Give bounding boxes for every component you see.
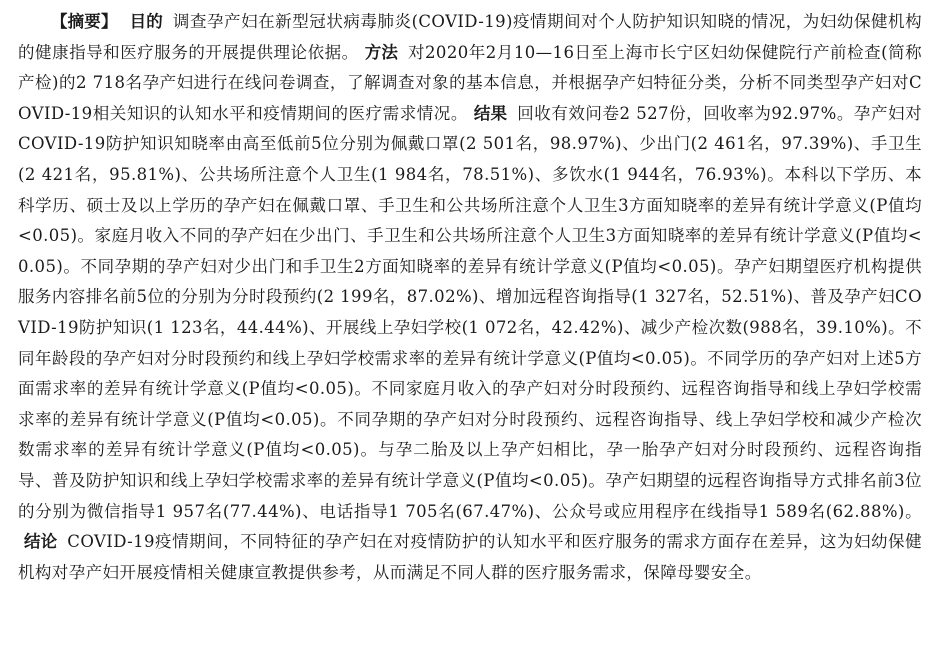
conclusion-heading: 结论: [24, 532, 58, 552]
abstract-label: 【摘要】: [51, 12, 118, 31]
objective-text: 调查孕产妇在新型冠状病毒肺炎(COVID-19)疫情期间对个人防护知识知晓的情况，为妇幼保健机构的健康指导和医疗服务的开展提供理论依据。: [18, 12, 922, 62]
results-heading: 结果: [473, 103, 508, 123]
abstract-paragraph: [18, 7, 922, 588]
objective-heading: 目的: [129, 12, 163, 31]
methods-heading: 方法: [364, 42, 398, 62]
conclusion-text: COVID-19疫情期间，不同特征的孕产妇在对疫情防护的认知水平和医疗服务的需求方面存在差异，这为妇幼保健机构对孕产妇开展疫情相关健康宣教提供参考，从而满足不同人群的医疗服务需求，保障母婴安全。: [18, 532, 922, 582]
methods-text: 对2020年2月10—16日至上海市长宁区妇幼保健院行产前检查(简称产检)的2 718名孕产妇进行在线问卷调查，了解调查对象的基本信息，并根据孕产妇特征分类，分析不同类型孕产妇对COVID-19相关知识的认知水平和疫情期间的医疗需求情况。: [18, 42, 923, 123]
results-text: 回收有效问卷2 527份，回收率为92.97%。孕产妇对COVID-19防护知识知晓率由高至低前5位分别为佩戴口罩(2 501名，98.97%)、少出门(2 461名，97.39%)、手卫生(2 421名，95.81%)、公共场所注意个人卫生(1 984名，78.51%)、多饮水(1 944名，76.93%)。本科以下学历、本科学历、硕士及以上学历的孕产妇在佩戴口罩、手卫生和公共场所注意个人卫生3方面知晓率的差异有统计学意义(P值均<0.05)。家庭月收入不同的孕产妇在少出门、手卫生和公共场所注意个人卫生3方面知晓率的差异有统计学意义(P值均<0.05)。不同孕期的孕产妇对少出门和手卫生2方面知晓率的差异有统计学意义(P值均<0.05)。孕产妇期望医疗机构提供服务内容排名前5位的分别为分时段预约(2 199名，87.02%)、增加远程咨询指导(1 327名，52.51%)、普及孕产妇COVID-19防护知识(1 123名，44.44%)、开展线上孕妇学校(1 072名，42.42%)、减少产检次数(988名，39.10%)。不同年龄段的孕产妇对分时段预约和线上孕妇学校需求率的差异有统计学意义(P值均<0.05)。不同学历的孕产妇对上述5方面需求率的差异有统计学意义(P值均<0.05)。不同家庭月收入的孕产妇对分时段预约、远程咨询指导和线上孕妇学校需求率的差异有统计学意义(P值均<0.05)。不同孕期的孕产妇对分时段预约、远程咨询指导、线上孕妇学校和减少产检次数需求率的差异有统计学意义(P值均<0.05)。与孕二胎及以上孕产妇相比，孕一胎孕产妇对分时段预约、远程咨询指导、普及防护知识和线上孕妇学校需求率的差异有统计学意义(P值均<0.05)。孕产妇期望的远程咨询指导方式排名前3位的分别为微信指导1 957名(77.44%)、电话指导1 705名(67.47%)、公众号或应用程序在线指导1 589名(62.88%)。: [18, 103, 922, 521]
